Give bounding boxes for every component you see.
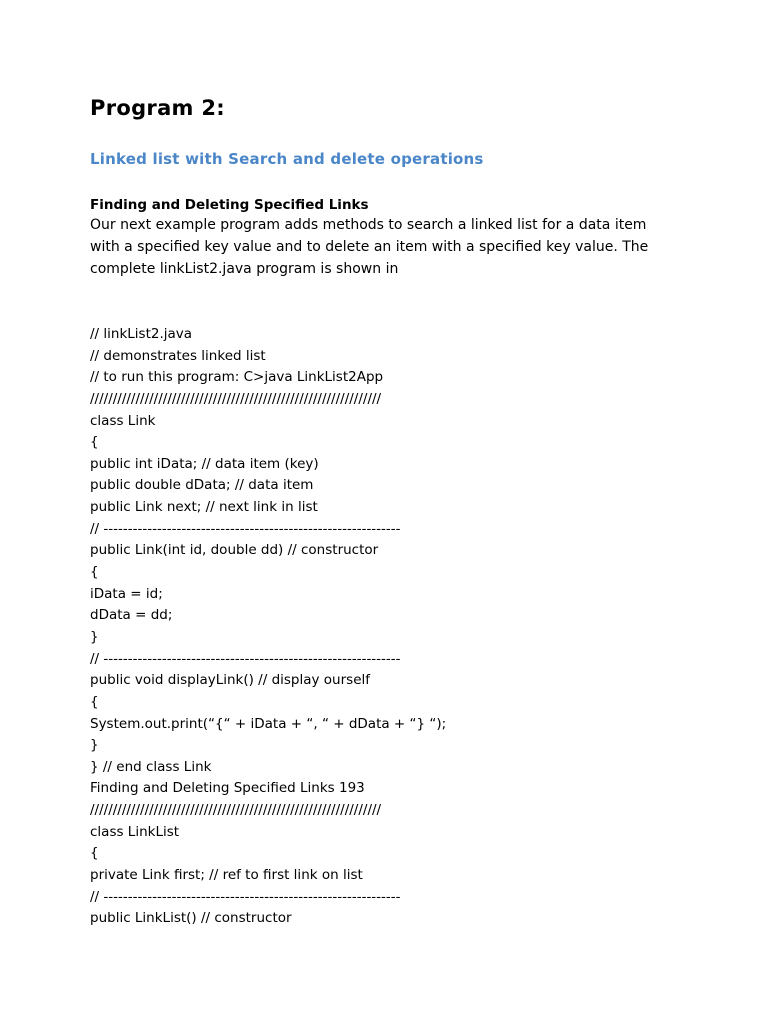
code-line: System.out.print(“{“ + iData + “, “ + dData + “} “);	[90, 715, 447, 732]
code-line: // -------------------------------------------------------------	[90, 888, 401, 905]
code-line: class LinkList	[90, 823, 180, 840]
code-line: public int iData; // data item (key)	[90, 455, 319, 472]
code-line: ////////////////////////////////////////////////////////////////	[90, 390, 382, 407]
code-line: } // end class Link	[90, 758, 212, 775]
intro-line: with a specified key value and to delete an item with a specified key value. The	[90, 239, 649, 255]
code-line: {	[90, 845, 99, 862]
code-line: // -------------------------------------------------------------	[90, 520, 401, 537]
code-line: }	[90, 628, 99, 645]
code-line: public void displayLink() // display ourself	[90, 672, 370, 689]
program-subtitle: Linked list with Search and delete operations	[90, 150, 484, 168]
code-line: private Link first; // ref to first link on list	[90, 867, 363, 884]
code-line: Finding and Deleting Specified Links 193	[90, 780, 365, 797]
code-listing	[90, 324, 730, 930]
code-line: public double dData; // data item	[90, 477, 314, 494]
code-line: {	[90, 564, 99, 581]
code-line: // -------------------------------------------------------------	[90, 650, 401, 667]
code-line: iData = id;	[90, 585, 163, 602]
code-line: public LinkList() // constructor	[90, 910, 292, 927]
intro-paragraph	[90, 214, 690, 280]
code-line: ////////////////////////////////////////////////////////////////	[90, 802, 382, 819]
code-line: // demonstrates linked list	[90, 347, 266, 364]
code-line: class Link	[90, 412, 156, 429]
code-line: // to run this program: C>java LinkList2App	[90, 369, 384, 386]
intro-line: complete linkList2.java program is shown in	[90, 261, 399, 277]
code-line: // linkList2.java	[90, 326, 193, 342]
code-line: public Link(int id, double dd) // constructor	[90, 542, 379, 559]
code-line: public Link next; // next link in list	[90, 499, 318, 516]
code-line: {	[90, 693, 99, 710]
intro-line: Our next example program adds methods to search a linked list for a data item	[90, 217, 647, 233]
section-heading: Finding and Deleting Specified Links	[90, 197, 369, 213]
code-line: {	[90, 434, 99, 451]
code-line: }	[90, 737, 99, 754]
program-title: Program 2:	[90, 96, 225, 120]
code-line: dData = dd;	[90, 607, 173, 624]
